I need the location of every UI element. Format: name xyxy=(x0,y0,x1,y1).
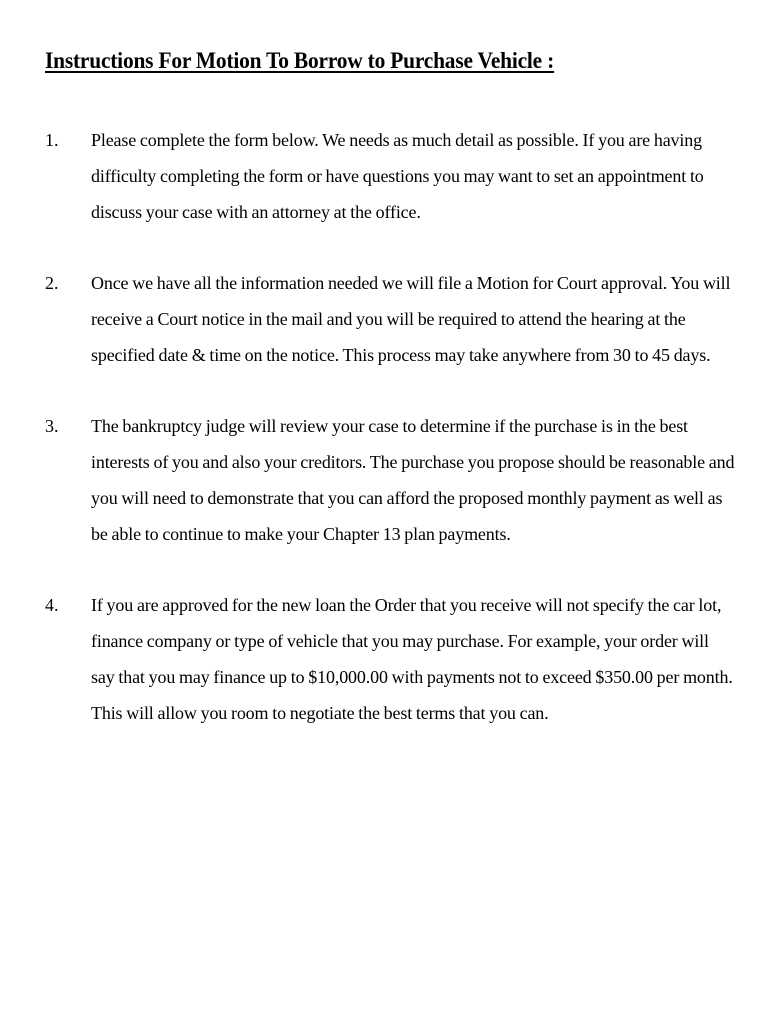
instruction-number: 4. xyxy=(45,595,59,615)
instruction-text: If you are approved for the new loan the Order that you receive will not specify the car lot, finance company or type of vehicle that you may purchase. For example, your order will say that you may finance up to $10,000.00 with payments not to exceed $350.00 per month. This will allow you room to negotiate the best terms that you can. xyxy=(91,595,733,723)
instruction-item-1 xyxy=(45,122,735,230)
instructions-list xyxy=(45,122,735,766)
instruction-number: 2. xyxy=(45,273,59,293)
instruction-text: Once we have all the information needed we will file a Motion for Court approval. You will receive a Court notice in the mail and you will be required to attend the hearing at the specified date & time on the notice. This process may take anywhere from 30 to 45 days. xyxy=(91,273,731,365)
instruction-text: Please complete the form below. We needs as much detail as possible. If you are having difficulty completing the form or have questions you may want to set an appointment to discuss your case with an attorney at the office. xyxy=(91,130,704,222)
document-title: Instructions For Motion To Borrow to Purchase Vehicle : xyxy=(45,48,555,73)
instruction-item-2 xyxy=(45,265,735,373)
instruction-item-3 xyxy=(45,408,735,552)
instruction-number: 3. xyxy=(45,416,59,436)
instruction-number: 1. xyxy=(45,130,59,150)
instruction-text: The bankruptcy judge will review your case to determine if the purchase is in the best interests of you and also your creditors. The purchase you propose should be reasonable and you will need to demonstrate that you can afford the proposed monthly payment as well as be able to continue to make your Chapter 13 plan payments. xyxy=(91,416,735,544)
instruction-item-4 xyxy=(45,587,735,731)
